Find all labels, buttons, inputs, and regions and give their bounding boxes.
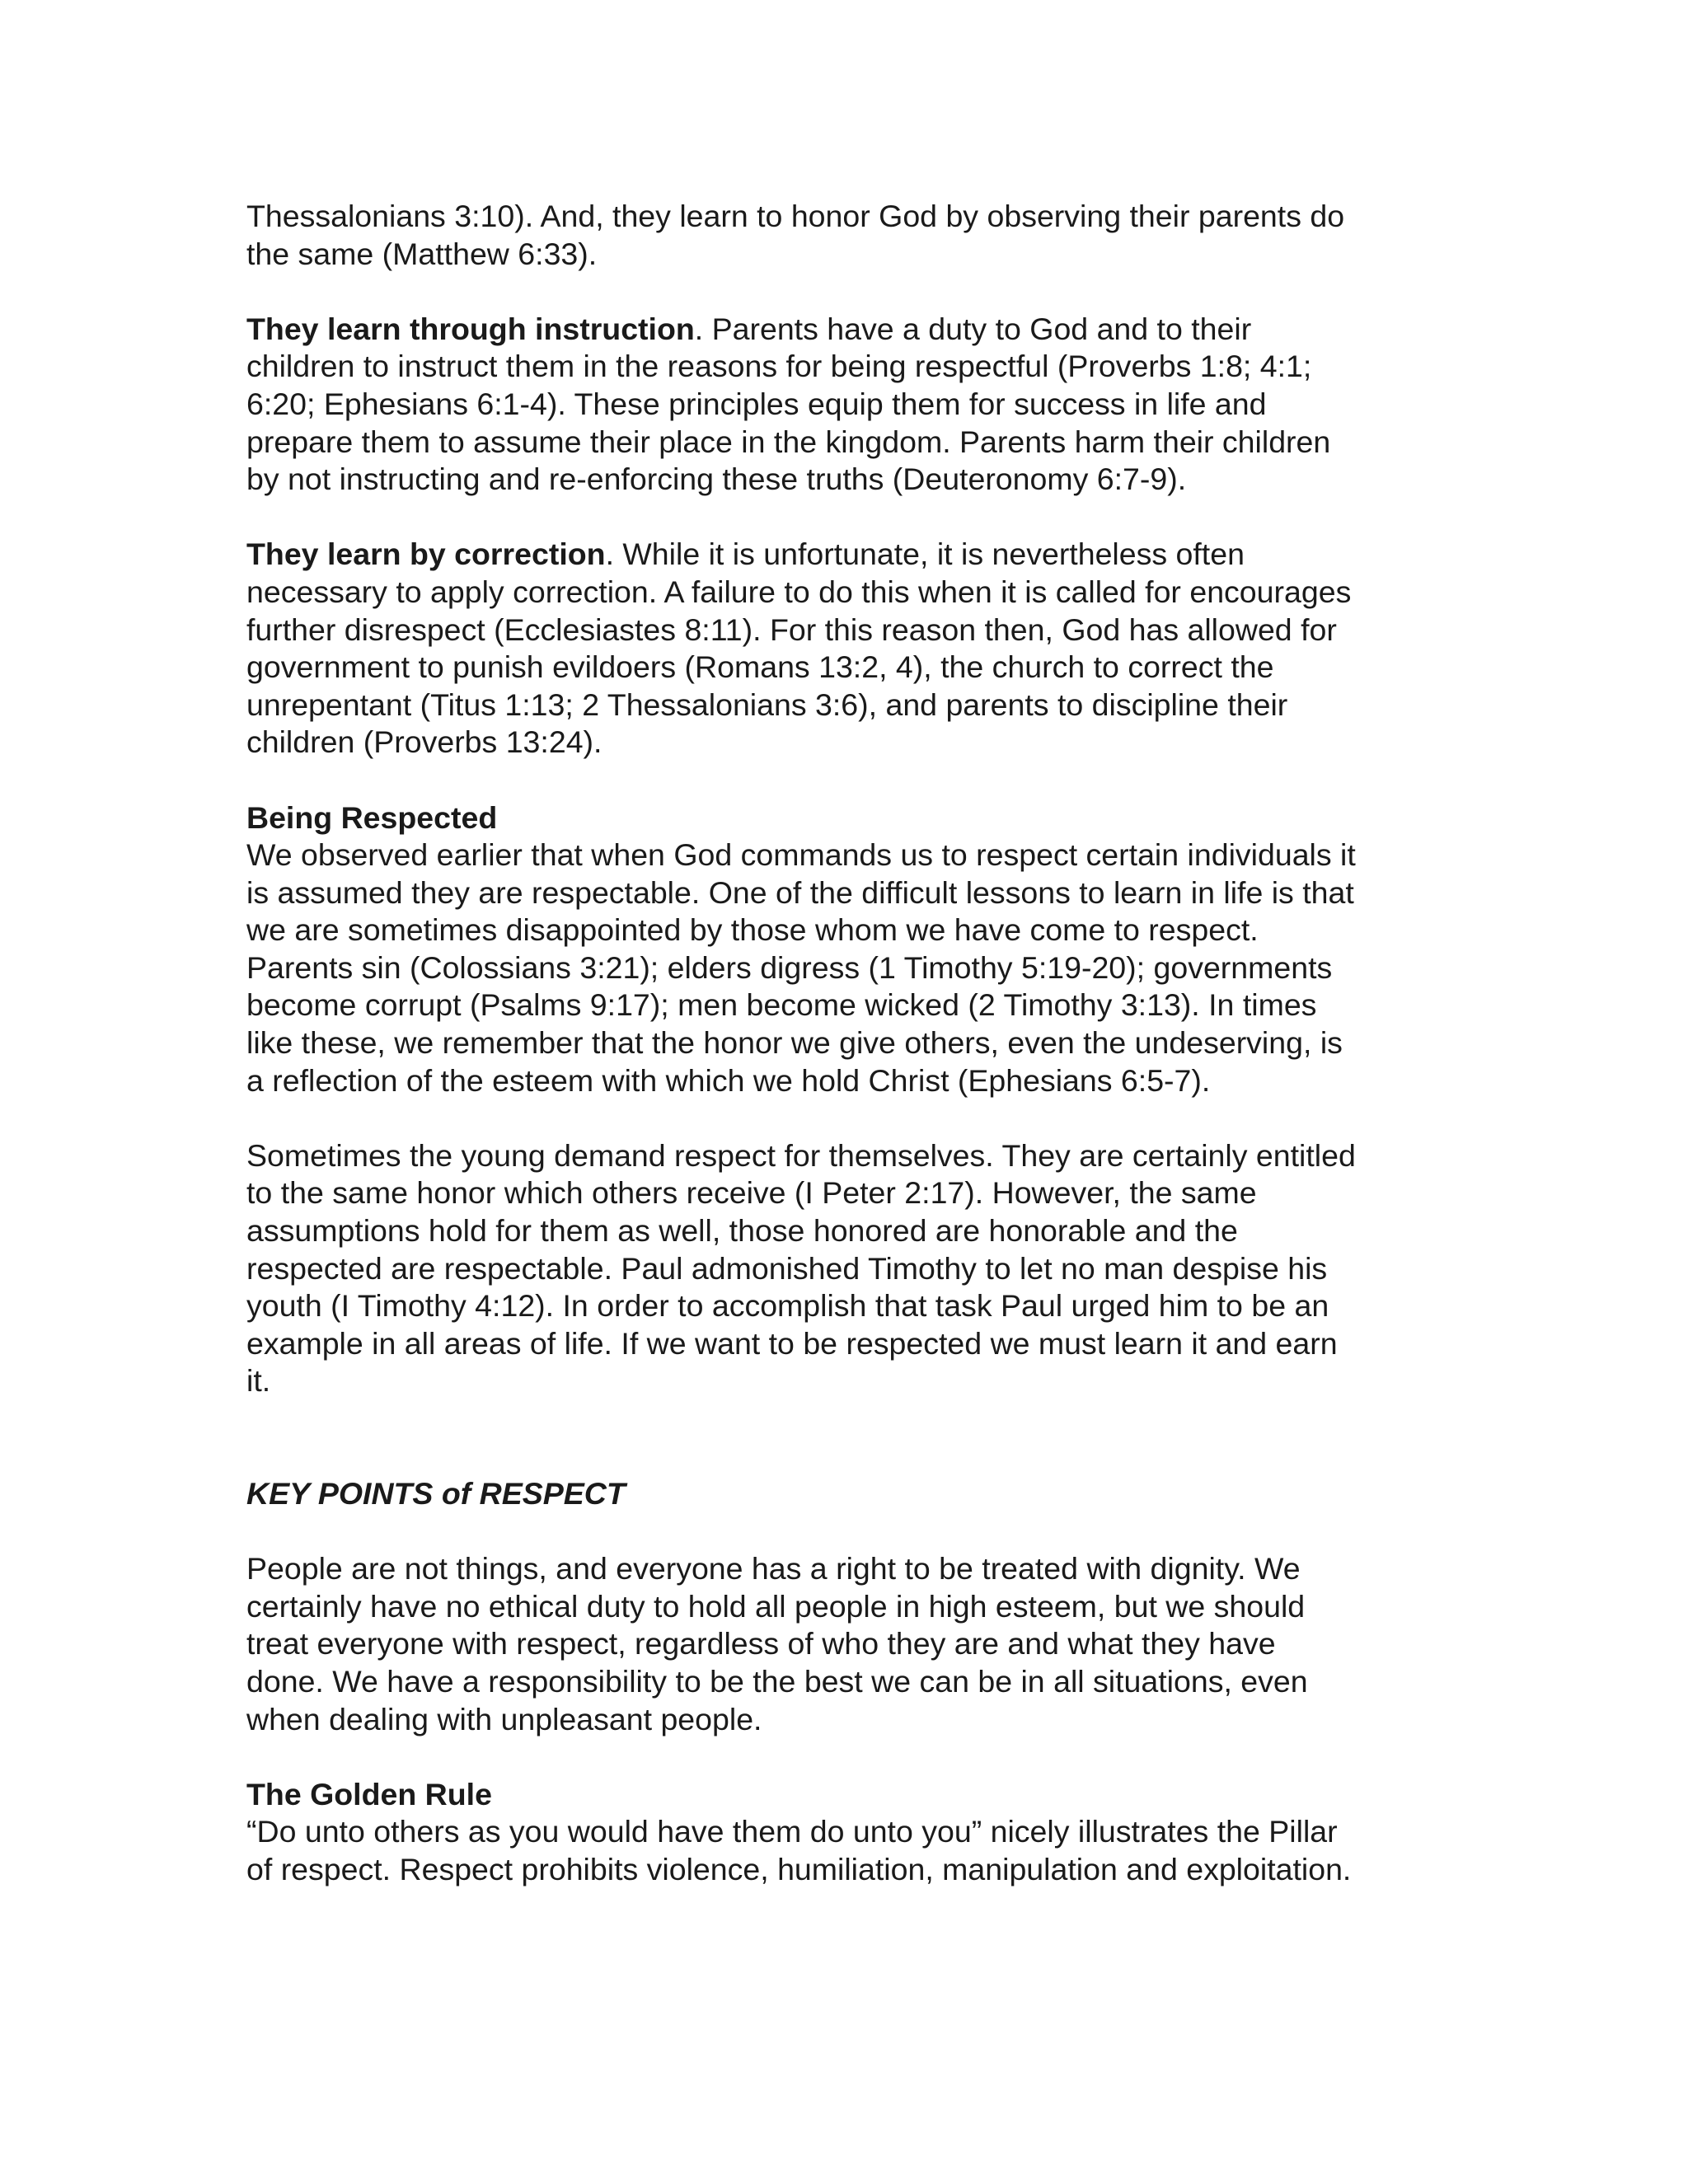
- golden-rule-paragraph: “Do unto others as you would have them do unto you” nicely illustrates the Pillar of respect. Respect prohibits violence, humiliation, manipulation and exploitation.: [246, 1814, 1352, 1886]
- paragraph-spacer: [246, 1513, 1450, 1551]
- paragraph-spacer: [246, 762, 1450, 799]
- instruction-heading: They learn through instruction: [246, 311, 695, 346]
- document-body: [246, 198, 1450, 1889]
- section-golden-rule: [246, 1776, 1450, 1889]
- instruction-body: . Parents have a duty to God and to their children to instruct them in the reasons for being respectful (Proverbs 1:8; 4:1; 6:20; Ephesians 6:1-4). These principles equip them for success in life and prepare them to assume their place in the kingdom. Parents harm their children by not instructing and re-enforcing these truths (Deuteronomy 6:7-9).: [246, 311, 1331, 497]
- paragraph-thessalonians-continuation: Thessalonians 3:10). And, they learn to honor God by observing their parents do the same (Matthew 6:33).: [246, 199, 1345, 271]
- being-respected-heading: Being Respected: [246, 799, 498, 835]
- correction-body: . While it is unfortunate, it is nevertheless often necessary to apply correction. A failure to do this when it is called for encourages further disrespect (Ecclesiastes 8:11). For this reason then, God has allowed for government to punish evildoers (Romans 13:2, 4), the church to correct the unrepentant (Titus 1:13; 2 Thessalonians 3:6), and parents to discipline their children (Proverbs 13:24).: [246, 537, 1352, 760]
- paragraph-spacer: [246, 273, 1450, 311]
- paragraph-spacer: [246, 1738, 1450, 1776]
- key-points-heading: KEY POINTS of RESPECT: [246, 1476, 626, 1511]
- golden-rule-heading: The Golden Rule: [246, 1776, 492, 1811]
- paragraph-spacer: [246, 499, 1450, 537]
- paragraph-spacer: [246, 1099, 1450, 1137]
- section-spacer: [246, 1400, 1450, 1475]
- paragraph-instruction: [246, 311, 1450, 499]
- being-respected-paragraph-1: We observed earlier that when God commands us to respect certain individuals it is assumed they are respectable. One of the difficult lessons to learn in life is that we are sometimes disappointed by those whom we have come to respect. Parents sin (Colossians 3:21); elders digress (1 Timothy 5:19-20); governments become corrupt (Psalms 9:17); men become wicked (2 Timothy 3:13). In times like these, we remember that the honor we give others, even the undeserving, is a reflection of the esteem with which we hold Christ (Ephesians 6:5-7).: [246, 837, 1356, 1098]
- key-points-paragraph: People are not things, and everyone has a right to be treated with dignity. We certainly have no ethical duty to hold all people in high esteem, but we should treat everyone with respect, regardless of who they are and what they have done. We have a responsibility to be the best we can be in all situations, even when dealing with unpleasant people.: [246, 1551, 1308, 1736]
- correction-heading: They learn by correction: [246, 537, 606, 572]
- being-respected-paragraph-2: Sometimes the young demand respect for themselves. They are certainly entitled to the same honor which others receive (I Peter 2:17). However, the same assumptions hold for them as well, those honored are honorable and the respected are respectable. Paul admonished Timothy to let no man despise his youth (I Timothy 4:12). In order to accomplish that task Paul urged him to be an example in all areas of life. If we want to be respected we must learn it and earn it.: [246, 1137, 1356, 1399]
- paragraph-correction: [246, 536, 1450, 762]
- section-being-respected: [246, 799, 1450, 1100]
